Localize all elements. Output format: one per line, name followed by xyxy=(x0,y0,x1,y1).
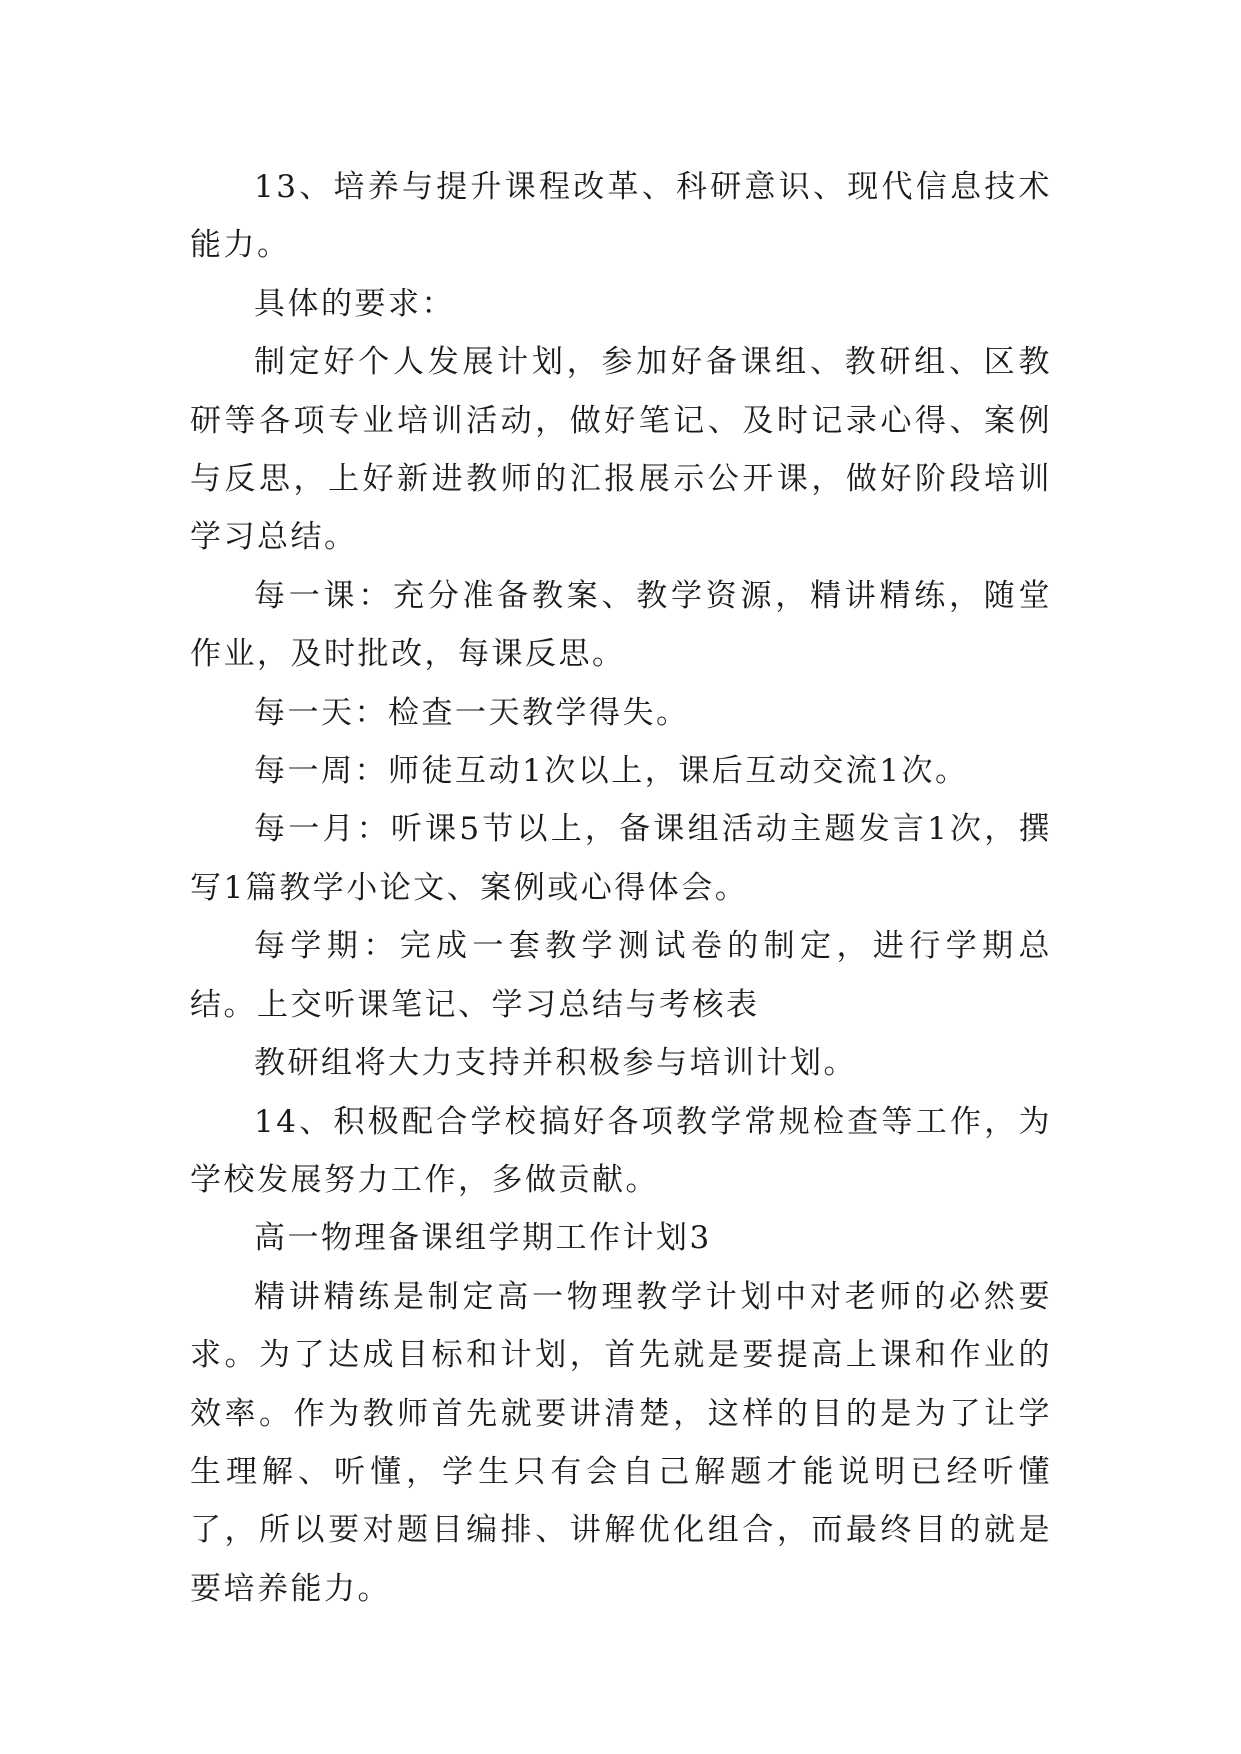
paragraph-each-lesson: 每一课：充分准备教案、教学资源，精讲精练，随堂作业，及时批改，每课反思。 xyxy=(190,577,1052,673)
section-heading: 高一物理备课组学期工作计划3 xyxy=(254,1220,712,1257)
paragraph-each-semester: 每学期：完成一套教学测试卷的制定，进行学期总结。上交听课笔记、学习总结与考核表 xyxy=(190,928,1052,1023)
paragraph-each-week: 每一周：师徒互动1次以上，课后互动交流1次。 xyxy=(254,753,969,790)
paragraph-teaching-efficiency: 精讲精练是制定高一物理教学计划中对老师的必然要求。为了达成目标和计划，首先就是要提高上课和作业的效率。作为教师首先就要讲清楚，这样的目的是为了让学生理解、听懂，学生只有会自己解题才能说明已经听懂了，所以要对题目编排、讲解优化组合，而最终目的就是要培养能力。 xyxy=(190,1278,1052,1607)
paragraph-item-13: 13、培养与提升课程改革、科研意识、现代信息技术能力。 xyxy=(190,169,1052,264)
paragraph-requirements-heading: 具体的要求： xyxy=(254,285,455,322)
document-page xyxy=(190,158,1052,1618)
paragraph-support: 教研组将大力支持并积极参与培训计划。 xyxy=(254,1045,857,1082)
paragraph-each-day: 每一天：检查一天教学得失。 xyxy=(254,694,690,731)
paragraph-each-month: 每一月：听课5节以上，备课组活动主题发言1次，撰写1篇教学小论文、案例或心得体会。 xyxy=(190,811,1052,906)
paragraph-item-14: 14、积极配合学校搞好各项教学常规检查等工作，为学校发展努力工作，多做贡献。 xyxy=(190,1103,1052,1198)
paragraph-development-plan: 制定好个人发展计划，参加好备课组、教研组、区教研等各项专业培训活动，做好笔记、及时记录心得、案例与反思，上好新进教师的汇报展示公开课，做好阶段培训学习总结。 xyxy=(190,344,1052,556)
